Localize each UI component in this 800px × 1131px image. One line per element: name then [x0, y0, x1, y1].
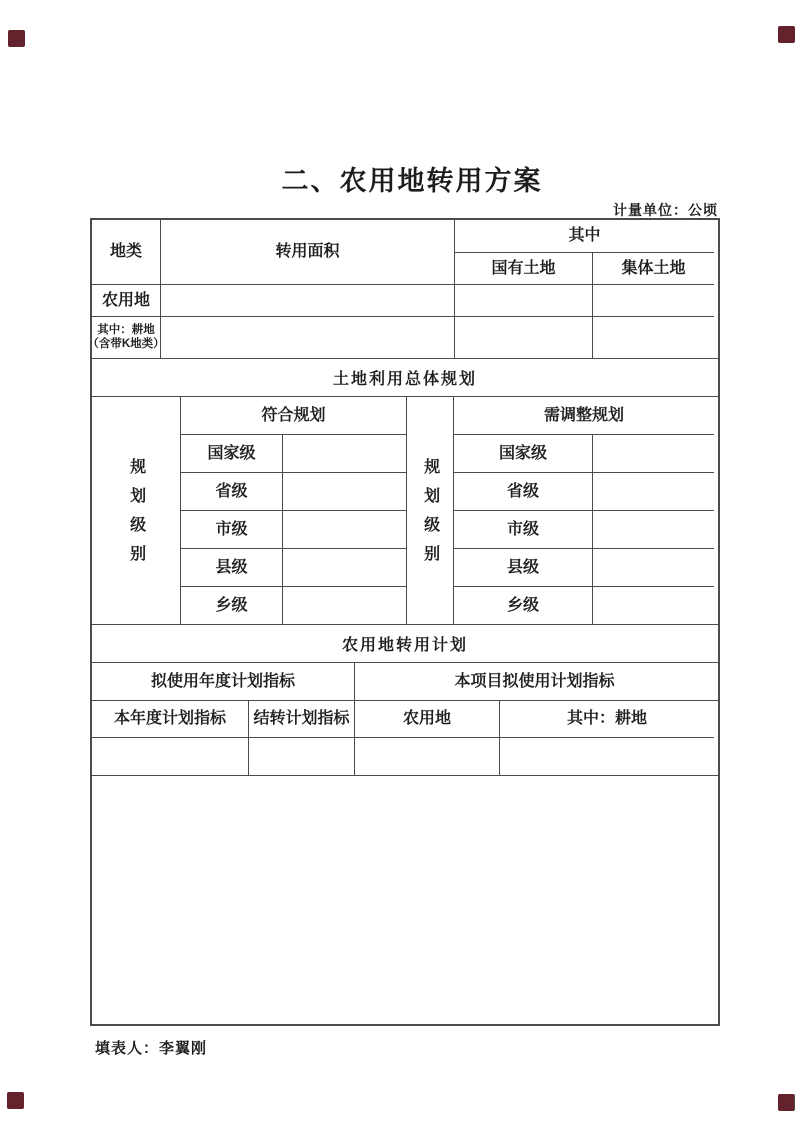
- conform-level-city-cell: [283, 511, 407, 549]
- conform-level-county-cell: [283, 549, 407, 587]
- adjust-plan-header: 需调整规划: [454, 397, 714, 435]
- adjust-level-national-cell: [593, 435, 714, 473]
- header-conversion-area: 转用面积: [161, 220, 455, 285]
- planning-level-axis-middle-label: 规划级别: [421, 457, 439, 574]
- current-year-quota-label: 本年度计划指标: [92, 701, 249, 738]
- conform-level-provincial-cell: [283, 473, 407, 511]
- conversion-form-table: [87, 218, 720, 1026]
- quota-cultivated-cell: [500, 738, 714, 775]
- overall-plan-banner: 土地利用总体规划: [92, 358, 718, 396]
- row-agricultural-land-label: 农用地: [92, 285, 161, 317]
- filled-by-line: 填表人：李翼刚: [95, 1040, 208, 1057]
- header-land-type: 地类: [92, 220, 161, 285]
- cultivated-label-line2: （含带K地类）: [87, 337, 165, 350]
- quota-cultivated-label: 其中：耕地: [500, 701, 714, 738]
- adjust-level-provincial-cell: [593, 473, 714, 511]
- conform-level-township-cell: [283, 587, 407, 624]
- adjust-level-national-label: 国家级: [454, 435, 593, 473]
- conform-plan-header: 符合规划: [181, 397, 407, 435]
- project-quota-header: 本项目拟使用计划指标: [454, 672, 615, 690]
- header-collective-land: 集体土地: [593, 253, 714, 285]
- planning-level-axis-left-label: 规划级别: [127, 457, 145, 574]
- section-land-area: [87, 220, 718, 358]
- page-title: 二、农用地转用方案: [281, 166, 543, 196]
- corner-mark-top-right: [778, 26, 795, 43]
- remarks-empty-cell: [92, 775, 718, 1024]
- conform-level-national-label: 国家级: [181, 435, 283, 473]
- unit-note: 计量单位：公顷: [613, 202, 718, 218]
- conform-level-city-label: 市级: [181, 511, 283, 549]
- adjust-level-county-cell: [593, 549, 714, 587]
- conform-level-county-label: 县级: [181, 549, 283, 587]
- adjust-level-city-cell: [593, 511, 714, 549]
- corner-mark-bottom-left: [7, 1092, 24, 1109]
- annual-quota-header: 拟使用年度计划指标: [92, 663, 355, 700]
- conform-level-national-cell: [283, 435, 407, 473]
- corner-mark-bottom-right: [778, 1094, 795, 1111]
- section-planning-levels: [92, 396, 718, 624]
- cultivated-area-cell: [161, 317, 455, 358]
- planning-level-axis-left: [92, 397, 181, 624]
- adjust-level-county-label: 县级: [454, 549, 593, 587]
- adjust-level-township-cell: [593, 587, 714, 624]
- quota-agricultural-label: 农用地: [355, 701, 500, 738]
- section-quota-columns: [92, 700, 718, 775]
- conform-level-township-label: 乡级: [181, 587, 283, 624]
- agricultural-state-cell: [455, 285, 593, 317]
- conversion-plan-banner: 农用地转用计划: [92, 624, 718, 662]
- planning-level-axis-middle: [407, 397, 454, 624]
- cultivated-label-line1: 其中：耕地: [97, 323, 155, 336]
- carryover-quota-label: 结转计划指标: [249, 701, 355, 738]
- section-quota-headers: [92, 662, 718, 700]
- cultivated-state-cell: [455, 317, 593, 358]
- cultivated-collective-cell: [593, 317, 714, 358]
- corner-mark-top-left: [8, 30, 25, 47]
- header-state-owned-land: 国有土地: [455, 253, 593, 285]
- header-of-which: 其中: [455, 220, 714, 253]
- row-cultivated-land-label: [87, 317, 165, 358]
- agricultural-collective-cell: [593, 285, 714, 317]
- agricultural-area-cell: [161, 285, 455, 317]
- adjust-level-provincial-label: 省级: [454, 473, 593, 511]
- carryover-quota-cell: [249, 738, 355, 775]
- conform-level-provincial-label: 省级: [181, 473, 283, 511]
- quota-agricultural-cell: [355, 738, 500, 775]
- current-year-quota-cell: [92, 738, 249, 775]
- adjust-level-township-label: 乡级: [454, 587, 593, 624]
- adjust-level-city-label: 市级: [454, 511, 593, 549]
